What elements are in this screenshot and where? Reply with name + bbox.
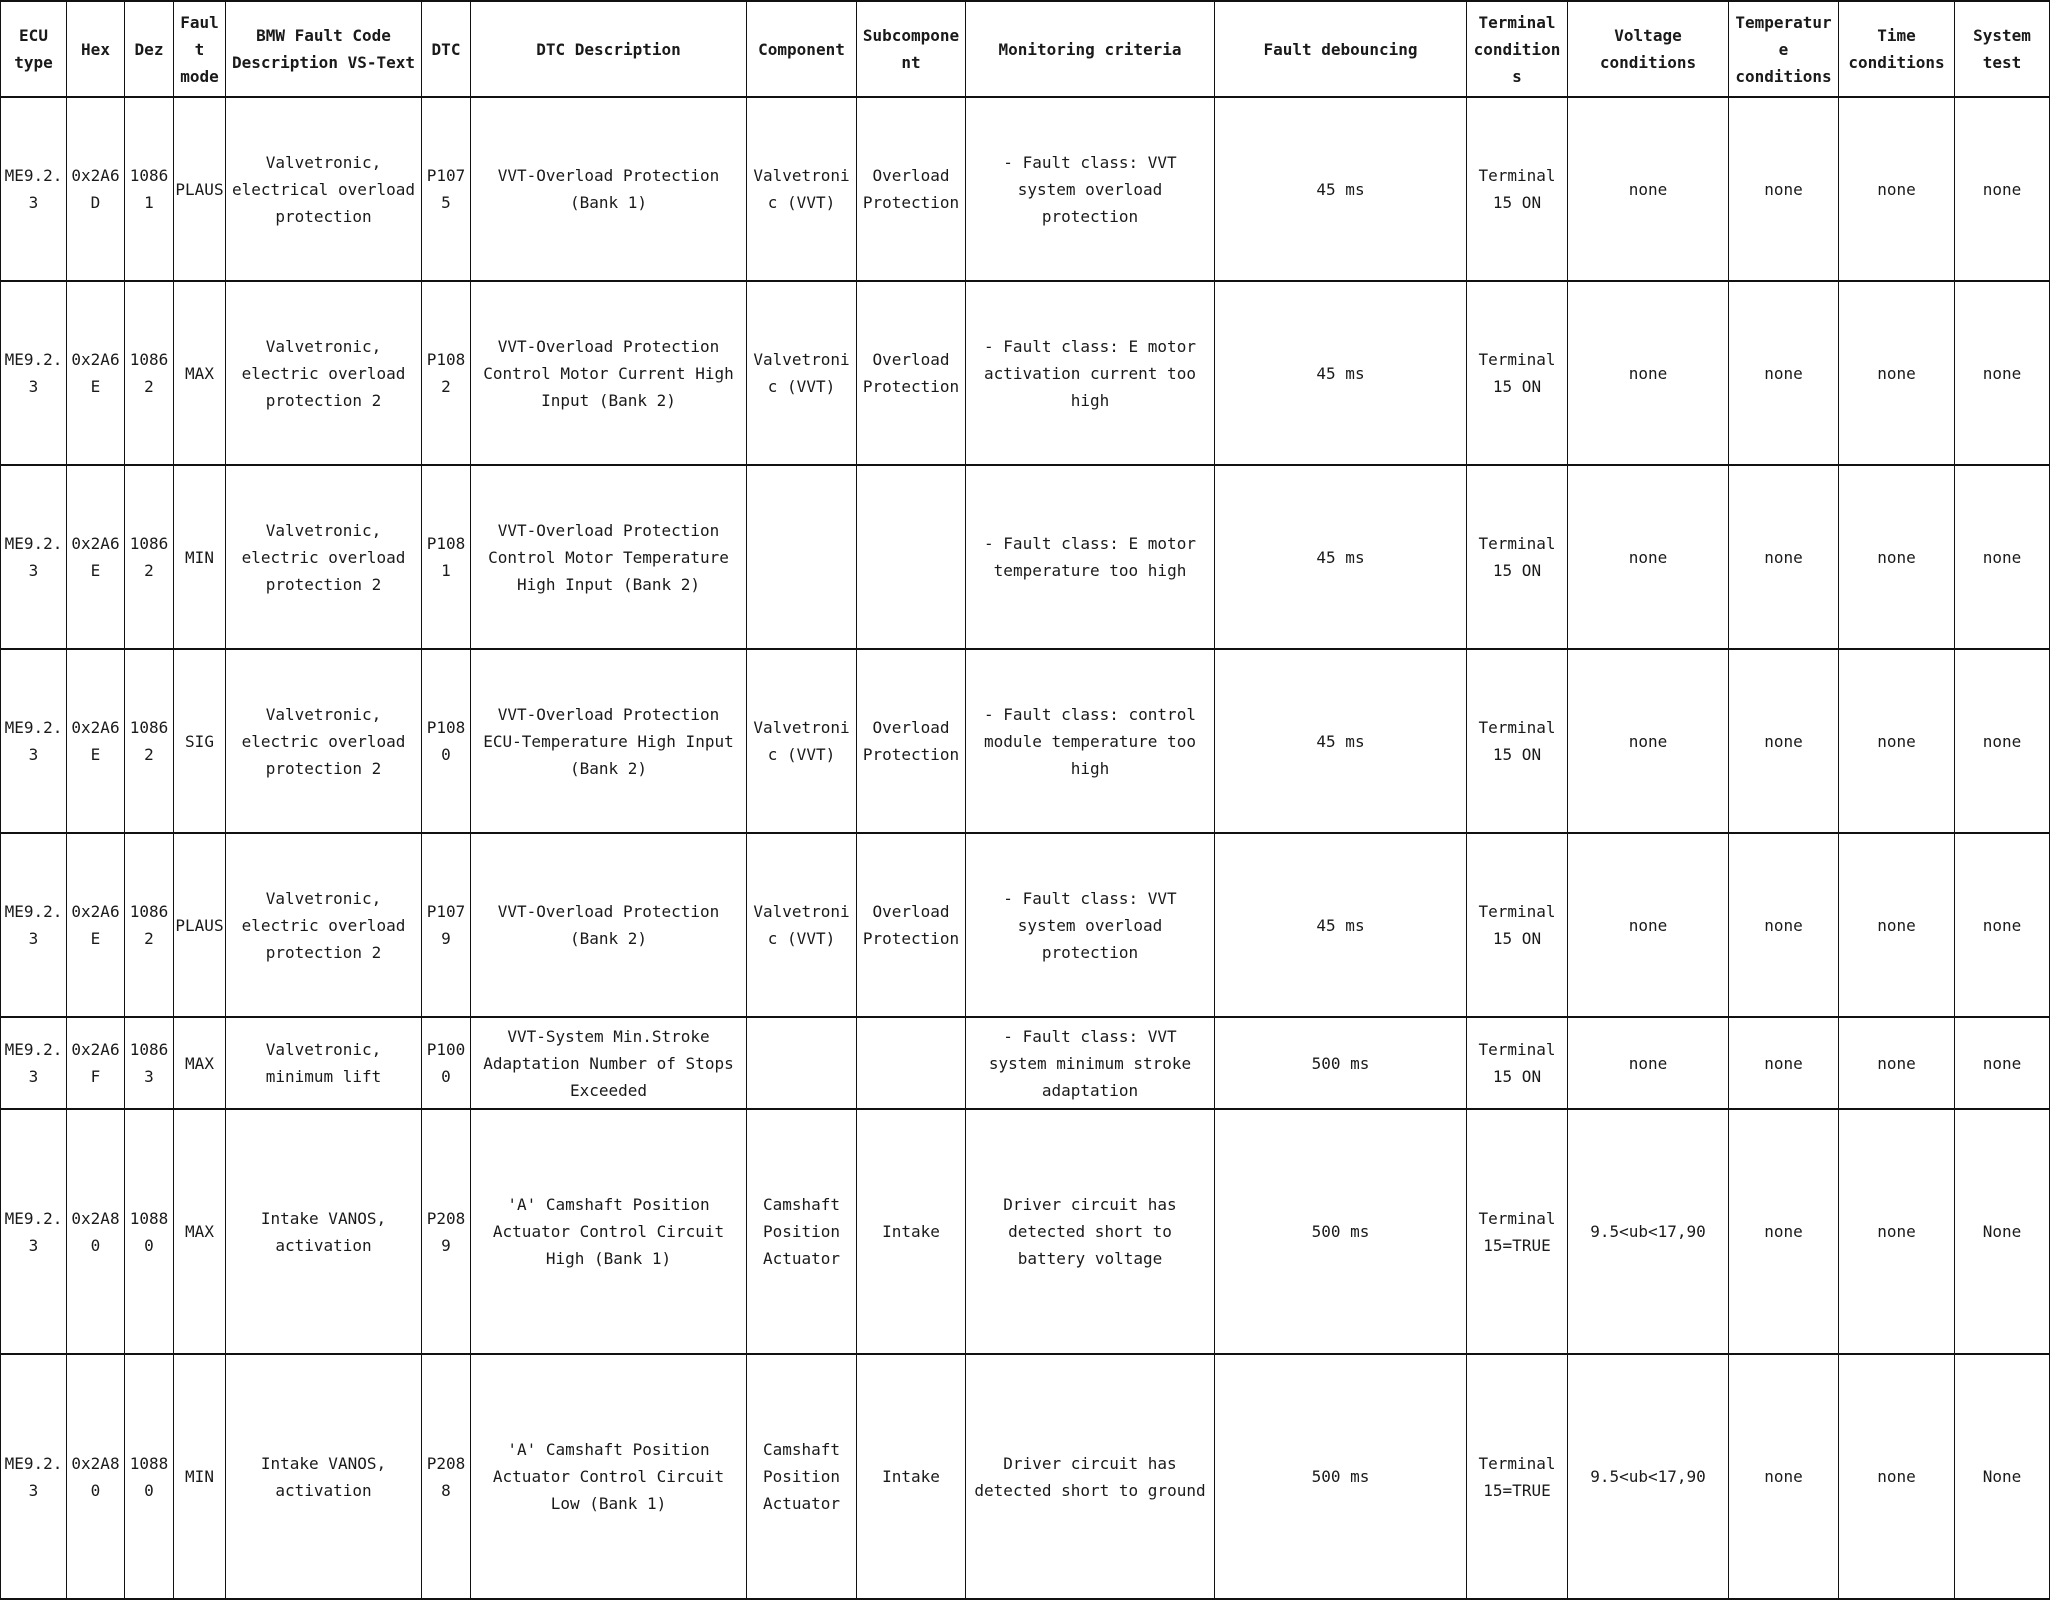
cell-dtc: P1075 (422, 97, 471, 281)
cell-dtc-description: VVT-System Min.Stroke Adaptation Number of Stops Exceeded (471, 1017, 747, 1109)
cell-subcomponent: Overload Protection (857, 833, 966, 1017)
cell-time-conditions: none (1839, 97, 1955, 281)
cell-ecu-type: ME9.2.3 (1, 1109, 67, 1354)
cell-dtc-description: VVT-Overload Protection ECU-Temperature High Input (Bank 2) (471, 649, 747, 833)
cell-fault-mode: SIG (174, 649, 226, 833)
header-subcomponent: Subcomponent (857, 1, 966, 97)
cell-dtc: P1081 (422, 465, 471, 649)
cell-fault-mode: MAX (174, 1109, 226, 1354)
table-row (1, 649, 2050, 833)
table-row (1, 1354, 2050, 1599)
cell-time-conditions: none (1839, 1017, 1955, 1109)
cell-ecu-type: ME9.2.3 (1, 1354, 67, 1599)
table-row (1, 281, 2050, 465)
cell-dtc-description: 'A' Camshaft Position Actuator Control Circuit High (Bank 1) (471, 1109, 747, 1354)
cell-temperature-conditions: none (1729, 1354, 1839, 1599)
cell-temperature-conditions: none (1729, 97, 1839, 281)
cell-dtc-description: VVT-Overload Protection Control Motor Current High Input (Bank 2) (471, 281, 747, 465)
cell-dtc-description: VVT-Overload Protection (Bank 2) (471, 833, 747, 1017)
cell-fault-mode: MIN (174, 465, 226, 649)
cell-component: Camshaft Position Actuator (747, 1354, 857, 1599)
cell-voltage-conditions: none (1568, 649, 1729, 833)
cell-system-test: none (1955, 97, 2050, 281)
header-hex: Hex (67, 1, 125, 97)
cell-description: Intake VANOS, activation (226, 1354, 422, 1599)
table-row (1, 465, 2050, 649)
cell-ecu-type: ME9.2.3 (1, 281, 67, 465)
cell-fault-debouncing: 500 ms (1215, 1354, 1467, 1599)
cell-terminal-conditions: Terminal 15 ON (1467, 833, 1568, 1017)
cell-terminal-conditions: Terminal 15 ON (1467, 649, 1568, 833)
cell-hex: 0x2A80 (67, 1109, 125, 1354)
cell-monitoring-criteria: Driver circuit has detected short to ground (966, 1354, 1215, 1599)
cell-description: Valvetronic, electric overload protection 2 (226, 833, 422, 1017)
cell-description: Valvetronic, electric overload protection 2 (226, 649, 422, 833)
cell-fault-mode: MAX (174, 1017, 226, 1109)
cell-subcomponent: Overload Protection (857, 281, 966, 465)
cell-fault-debouncing: 45 ms (1215, 649, 1467, 833)
cell-monitoring-criteria: - Fault class: E motor temperature too high (966, 465, 1215, 649)
table-row (1, 833, 2050, 1017)
cell-hex: 0x2A6E (67, 649, 125, 833)
cell-subcomponent: Overload Protection (857, 97, 966, 281)
header-fault-debouncing: Fault debouncing (1215, 1, 1467, 97)
header-dtc-description: DTC Description (471, 1, 747, 97)
cell-monitoring-criteria: - Fault class: control module temperature too high (966, 649, 1215, 833)
cell-subcomponent: Intake (857, 1354, 966, 1599)
cell-voltage-conditions: none (1568, 833, 1729, 1017)
cell-ecu-type: ME9.2.3 (1, 97, 67, 281)
header-dtc: DTC (422, 1, 471, 97)
cell-dtc: P1000 (422, 1017, 471, 1109)
cell-system-test: none (1955, 281, 2050, 465)
cell-temperature-conditions: none (1729, 833, 1839, 1017)
cell-voltage-conditions: 9.5<ub<17,90 (1568, 1354, 1729, 1599)
cell-dez: 10863 (125, 1017, 174, 1109)
cell-terminal-conditions: Terminal 15=TRUE (1467, 1109, 1568, 1354)
cell-monitoring-criteria: - Fault class: E motor activation current too high (966, 281, 1215, 465)
cell-fault-debouncing: 500 ms (1215, 1109, 1467, 1354)
cell-monitoring-criteria: - Fault class: VVT system overload protection (966, 97, 1215, 281)
cell-description: Valvetronic, electric overload protection 2 (226, 465, 422, 649)
cell-dtc: P2089 (422, 1109, 471, 1354)
header-fault-mode: Fault mode (174, 1, 226, 97)
header-time-conditions: Time conditions (1839, 1, 1955, 97)
cell-monitoring-criteria: - Fault class: VVT system minimum stroke adaptation (966, 1017, 1215, 1109)
cell-hex: 0x2A6E (67, 465, 125, 649)
cell-ecu-type: ME9.2.3 (1, 833, 67, 1017)
cell-time-conditions: none (1839, 281, 1955, 465)
cell-description: Valvetronic, electrical overload protection (226, 97, 422, 281)
cell-dtc: P1082 (422, 281, 471, 465)
cell-fault-debouncing: 45 ms (1215, 465, 1467, 649)
cell-fault-mode: PLAUS (174, 833, 226, 1017)
cell-system-test: none (1955, 1017, 2050, 1109)
cell-dez: 10862 (125, 465, 174, 649)
cell-dez: 10880 (125, 1354, 174, 1599)
cell-dez: 10880 (125, 1109, 174, 1354)
cell-dez: 10862 (125, 281, 174, 465)
cell-monitoring-criteria: - Fault class: VVT system overload protection (966, 833, 1215, 1017)
cell-fault-mode: PLAUS (174, 97, 226, 281)
cell-hex: 0x2A80 (67, 1354, 125, 1599)
cell-voltage-conditions: 9.5<ub<17,90 (1568, 1109, 1729, 1354)
cell-monitoring-criteria: Driver circuit has detected short to battery voltage (966, 1109, 1215, 1354)
cell-system-test: none (1955, 833, 2050, 1017)
cell-dez: 10861 (125, 97, 174, 281)
cell-fault-debouncing: 45 ms (1215, 833, 1467, 1017)
cell-voltage-conditions: none (1568, 1017, 1729, 1109)
cell-temperature-conditions: none (1729, 281, 1839, 465)
cell-temperature-conditions: none (1729, 1017, 1839, 1109)
header-system-test: System test (1955, 1, 2050, 97)
table-row (1, 1017, 2050, 1109)
cell-system-test: none (1955, 649, 2050, 833)
header-temperature-conditions: Temperature conditions (1729, 1, 1839, 97)
cell-time-conditions: none (1839, 833, 1955, 1017)
cell-dez: 10862 (125, 649, 174, 833)
cell-system-test: None (1955, 1109, 2050, 1354)
cell-fault-debouncing: 45 ms (1215, 97, 1467, 281)
cell-component: Valvetronic (VVT) (747, 97, 857, 281)
header-row (1, 1, 2050, 97)
cell-terminal-conditions: Terminal 15 ON (1467, 281, 1568, 465)
cell-terminal-conditions: Terminal 15 ON (1467, 1017, 1568, 1109)
cell-voltage-conditions: none (1568, 465, 1729, 649)
header-component: Component (747, 1, 857, 97)
cell-temperature-conditions: none (1729, 1109, 1839, 1354)
cell-subcomponent (857, 1017, 966, 1109)
cell-dez: 10862 (125, 833, 174, 1017)
cell-component (747, 1017, 857, 1109)
cell-hex: 0x2A6E (67, 833, 125, 1017)
table-row (1, 97, 2050, 281)
cell-fault-mode: MAX (174, 281, 226, 465)
cell-fault-mode: MIN (174, 1354, 226, 1599)
cell-component (747, 465, 857, 649)
cell-ecu-type: ME9.2.3 (1, 649, 67, 833)
cell-system-test: None (1955, 1354, 2050, 1599)
cell-subcomponent: Intake (857, 1109, 966, 1354)
cell-time-conditions: none (1839, 465, 1955, 649)
cell-subcomponent (857, 465, 966, 649)
cell-component: Camshaft Position Actuator (747, 1109, 857, 1354)
cell-dtc-description: VVT-Overload Protection Control Motor Temperature High Input (Bank 2) (471, 465, 747, 649)
cell-voltage-conditions: none (1568, 97, 1729, 281)
cell-terminal-conditions: Terminal 15=TRUE (1467, 1354, 1568, 1599)
cell-description: Intake VANOS, activation (226, 1109, 422, 1354)
cell-fault-debouncing: 500 ms (1215, 1017, 1467, 1109)
cell-hex: 0x2A6F (67, 1017, 125, 1109)
cell-time-conditions: none (1839, 649, 1955, 833)
table-row (1, 1109, 2050, 1354)
cell-temperature-conditions: none (1729, 465, 1839, 649)
cell-dtc: P1080 (422, 649, 471, 833)
cell-dtc: P2088 (422, 1354, 471, 1599)
cell-dtc-description: VVT-Overload Protection (Bank 1) (471, 97, 747, 281)
cell-component: Valvetronic (VVT) (747, 281, 857, 465)
header-monitoring-criteria: Monitoring criteria (966, 1, 1215, 97)
cell-fault-debouncing: 45 ms (1215, 281, 1467, 465)
cell-system-test: none (1955, 465, 2050, 649)
cell-time-conditions: none (1839, 1109, 1955, 1354)
cell-time-conditions: none (1839, 1354, 1955, 1599)
cell-description: Valvetronic, minimum lift (226, 1017, 422, 1109)
cell-terminal-conditions: Terminal 15 ON (1467, 465, 1568, 649)
cell-hex: 0x2A6D (67, 97, 125, 281)
cell-subcomponent: Overload Protection (857, 649, 966, 833)
cell-ecu-type: ME9.2.3 (1, 465, 67, 649)
cell-dtc: P1079 (422, 833, 471, 1017)
cell-component: Valvetronic (VVT) (747, 833, 857, 1017)
header-dez: Dez (125, 1, 174, 97)
cell-terminal-conditions: Terminal 15 ON (1467, 97, 1568, 281)
cell-ecu-type: ME9.2.3 (1, 1017, 67, 1109)
cell-voltage-conditions: none (1568, 281, 1729, 465)
cell-temperature-conditions: none (1729, 649, 1839, 833)
header-terminal-conditions: Terminal conditions (1467, 1, 1568, 97)
header-ecu-type: ECU type (1, 1, 67, 97)
header-voltage-conditions: Voltage conditions (1568, 1, 1729, 97)
cell-hex: 0x2A6E (67, 281, 125, 465)
cell-dtc-description: 'A' Camshaft Position Actuator Control Circuit Low (Bank 1) (471, 1354, 747, 1599)
cell-description: Valvetronic, electric overload protection 2 (226, 281, 422, 465)
header-description: BMW Fault Code Description VS-Text (226, 1, 422, 97)
cell-component: Valvetronic (VVT) (747, 649, 857, 833)
